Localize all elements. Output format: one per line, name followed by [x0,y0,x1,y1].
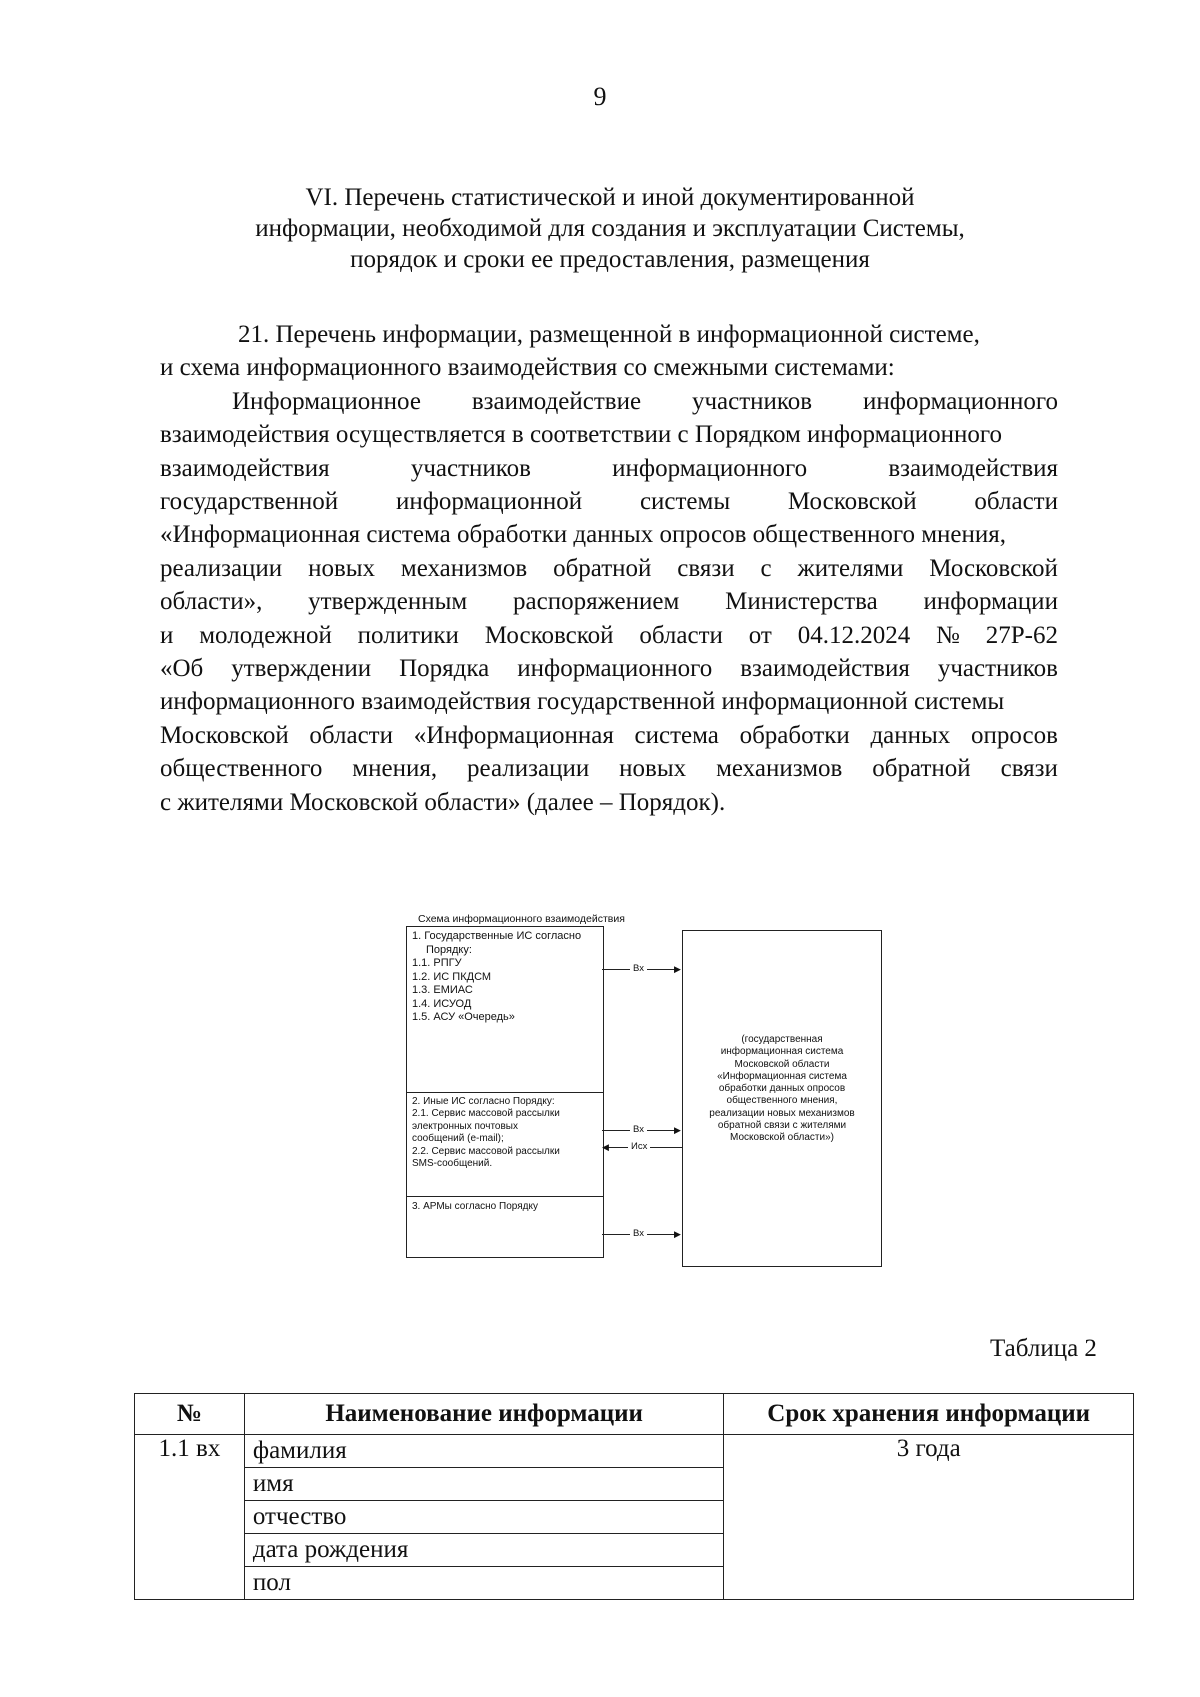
word: государственной [160,488,339,516]
word: области», [160,588,263,616]
word: молодежной [199,621,332,649]
section-heading [160,182,1060,275]
table-row [135,1435,1134,1468]
word: данных [870,721,951,749]
justified-line [160,385,1058,418]
word: Московской [484,621,614,649]
source-systems-box [406,926,604,1258]
section-line: 3. АРМы согласно Порядку [412,1201,538,1212]
word: взаимодействие [471,387,642,415]
word: информационного [517,655,713,683]
section-line: 2.1. Сервис массовой рассылки [412,1108,560,1120]
arrow-head-left-icon: ◀ [602,1142,609,1152]
section-line: 2.2. Сервис массовой рассылки [412,1145,560,1157]
justified-line [160,485,1058,518]
workstations-section [407,1197,603,1257]
table-header-row [135,1394,1134,1435]
word: взаимодействия [160,454,330,482]
word: реализации [467,755,590,783]
word: механизмов [716,755,843,783]
word: мнения, [352,755,438,783]
word: участников [410,454,531,482]
section-heading-line: 1. Государственные ИС согласно [412,930,582,942]
section-line: SMS-сообщений. [412,1158,493,1170]
information-table [134,1393,1134,1600]
info-item-cell: пол [244,1567,724,1600]
word: система [634,721,719,749]
arrow-label: Вх [630,1124,647,1135]
section-line: электронных почтовых [412,1120,518,1132]
system-item: 1.1. РПГУ [412,957,462,969]
word: взаимодействия [740,655,910,683]
paragraph-line: информационного взаимодействия государственной информационной системы [160,688,1005,716]
word: информационного [863,387,1058,415]
other-systems-section [407,1093,603,1197]
word: «Об [160,655,204,683]
word: 27Р-62 [985,621,1058,649]
word: опросов [971,721,1058,749]
word: с [760,554,772,582]
state-systems-section [407,927,603,1093]
heading-line: информации, необходимой для создания и эксплуатации Системы, [255,215,965,242]
word: области [309,721,393,749]
arrow-head-right-icon: ▶ [674,1125,681,1135]
system-item: 1.4. ИСУОД [412,997,472,1010]
word: информации [923,588,1058,616]
arrow-label: Исх [628,1141,650,1152]
section-line: 2. Иные ИС согласно Порядку: [412,1096,555,1107]
word: новых [308,554,376,582]
word: обратной [553,554,652,582]
word: Московской [787,488,917,516]
word: механизмов [400,554,528,582]
paragraph-21-line: 21. Перечень информации, размещенной в информационной системе, [238,321,980,348]
word: новых [619,755,687,783]
arrow-label: Вх [630,963,647,974]
section-heading-line: Порядку: [426,943,472,956]
word: № [936,621,960,649]
word: информационной [395,488,583,516]
row-number-cell: 1.1 вх [135,1435,245,1600]
justified-line [160,452,1058,485]
word: связи [1000,755,1058,783]
word: участников [937,655,1058,683]
system-item: 1.3. ЕМИАС [412,984,473,996]
word: обратной [872,755,971,783]
table-caption: Таблица 2 [990,1335,1097,1362]
column-header-name: Наименование информации [244,1394,724,1435]
section-line: сообщений (e-mail); [412,1133,504,1145]
word: от [748,621,772,649]
word: системы [639,488,731,516]
arrow-head-right-icon: ▶ [674,964,681,974]
word: области [974,488,1058,516]
word: Московской [160,721,289,749]
word: реализации [160,554,283,582]
system-item: 1.5. АСУ «Очередь» [412,1011,515,1023]
column-header-number: № [135,1394,245,1435]
paragraph-line: с жителями Московской области» (далее – Порядок). [160,788,726,816]
system-item: 1.2. ИС ПКДСМ [412,970,492,983]
page-number: 9 [593,82,607,111]
paragraph-line: взаимодействия осуществляется в соответствии с Порядком информационного [160,421,1003,449]
word: Порядка [399,655,490,683]
word: участников [691,387,813,415]
word: области [639,621,723,649]
diagram-title: Схема информационного взаимодействия [418,913,625,925]
arrow-head-right-icon: ▶ [674,1229,681,1239]
paragraph-21-line: и схема информационного взаимодействия со смежными системами: [160,354,895,382]
word: Министерства [725,588,878,616]
word: взаимодействия [888,454,1058,482]
word: связи [677,554,735,582]
word: обработки [739,721,850,749]
word: политики [357,621,459,649]
justified-line [160,585,1058,618]
heading-line: VI. Перечень статистической и иной документированной [305,184,915,211]
justified-line [160,552,1058,585]
word: жителями [797,554,904,582]
word: 04.12.2024 [797,621,911,649]
storage-period-cell: 3 года [724,1435,1134,1600]
target-system-name: (государственная информационная система Московской области «Информационная система обработки данных опросов общественного мнения, реализации новых механизмов обратной связи с жителями Московской области») [709,1034,855,1144]
word: общественного [160,755,323,783]
info-item-cell: отчество [244,1501,724,1534]
justified-line [160,719,1058,752]
info-item-cell: дата рождения [244,1534,724,1567]
body-text [160,318,1058,819]
word: утвержденным [308,588,468,616]
word: «Информационная [413,721,614,749]
justified-line [160,752,1058,785]
info-item-cell: фамилия [244,1435,724,1468]
justified-line [160,619,1058,652]
word: утверждении [231,655,372,683]
word: информационного [612,454,808,482]
heading-line: порядок и сроки ее предоставления, размещения [350,246,870,273]
justified-line [160,652,1058,685]
target-system-box [682,930,882,1267]
info-item-cell: имя [244,1468,724,1501]
column-header-period: Срок хранения информации [724,1394,1134,1435]
arrow-label: Вх [630,1228,647,1239]
word: Московской [929,554,1058,582]
word: Информационное [232,387,421,415]
word: и [160,621,174,649]
word: распоряжением [513,588,680,616]
paragraph-line: «Информационная система обработки данных опросов общественного мнения, [160,521,1007,549]
